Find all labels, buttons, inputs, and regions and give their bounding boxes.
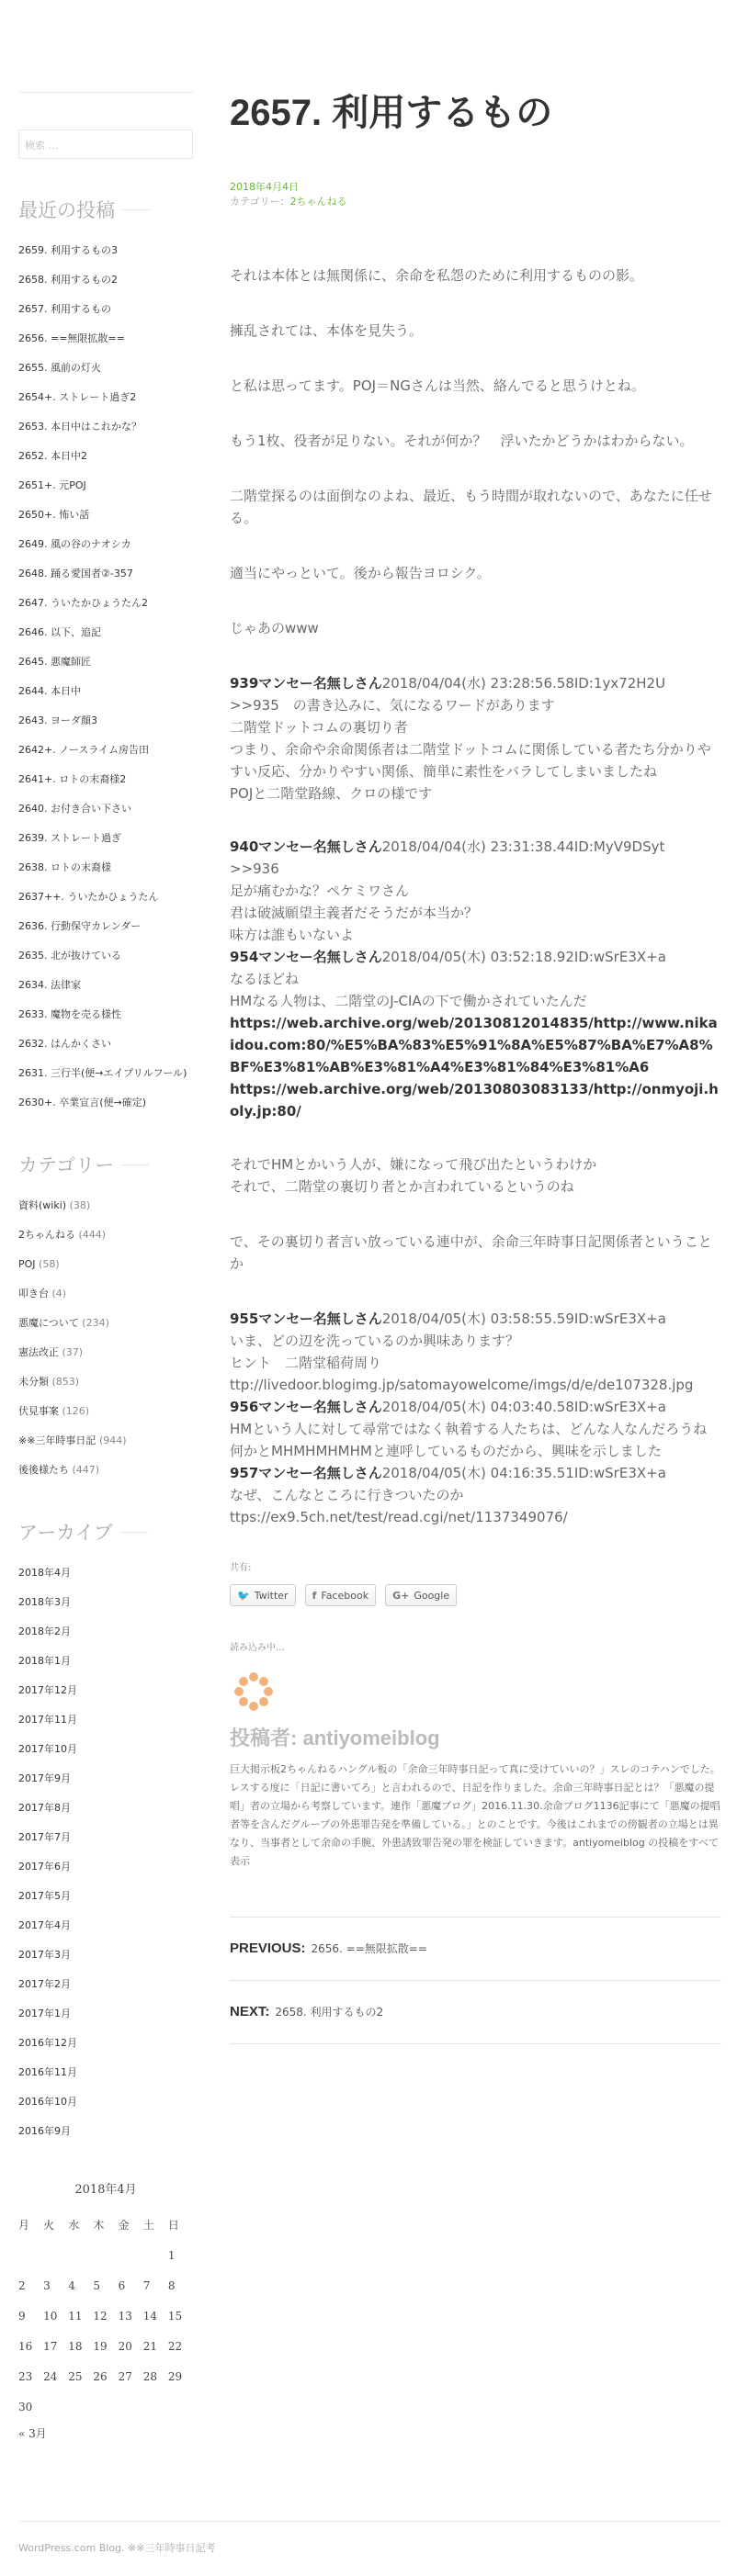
recent-post-link[interactable]: 2641+. ロトの末裔様2	[18, 773, 127, 785]
category-count: (58)	[39, 1258, 60, 1270]
reply-line: なるほどね	[230, 971, 300, 987]
category-item[interactable]	[18, 1309, 193, 1338]
archive-link[interactable]: 2018年2月	[18, 1625, 71, 1637]
post-date[interactable]: 2018年4月4日	[230, 181, 299, 193]
recent-post-item[interactable]	[18, 1059, 193, 1088]
category-item[interactable]	[18, 1426, 193, 1456]
calendar-day: 21	[142, 2339, 157, 2353]
recent-post-item[interactable]	[18, 295, 193, 324]
calendar-day: 7	[142, 2278, 151, 2292]
calendar-week	[18, 2270, 193, 2300]
archive-link[interactable]: 2017年10月	[18, 1743, 77, 1755]
paragraph: それは本体とは無関係に、余命を私怨のために利用するものの影。	[230, 267, 644, 284]
reply-line: POJと二階堂路線、クロの様です	[230, 785, 433, 802]
recent-post-item[interactable]	[18, 412, 193, 442]
calendar-day: 29	[167, 2369, 183, 2383]
recent-post-item[interactable]	[18, 971, 193, 1000]
recent-post-link[interactable]: 2652. 本日中2	[18, 450, 87, 462]
archive-link[interactable]: 2017年5月	[18, 1890, 71, 1902]
calendar-day: 4	[68, 2278, 75, 2292]
category-item[interactable]	[18, 1338, 193, 1367]
category-count: (444)	[78, 1229, 107, 1241]
calendar-day: 5	[93, 2278, 101, 2292]
category-count: (126)	[62, 1405, 90, 1417]
share-facebook-label: Facebook	[321, 1589, 369, 1602]
recent-post-link[interactable]: 2635. 北が抜けている	[18, 950, 121, 962]
archive-item[interactable]	[18, 1823, 193, 1852]
calendar-day	[119, 2391, 143, 2422]
recent-post-item[interactable]	[18, 912, 193, 941]
recent-post-item[interactable]	[18, 883, 193, 912]
next-label: NEXT:	[230, 2004, 270, 2019]
calendar-day: 1	[167, 2248, 176, 2262]
reply-line: 君は破滅願望主義者だそうだが本当か？	[230, 905, 479, 921]
search-input[interactable]: 検索 …	[18, 129, 193, 159]
recent-post-item[interactable]	[18, 501, 193, 530]
recent-post-link[interactable]: 2651+. 元POJ	[18, 479, 86, 491]
reply-author: 939マンセー名無しさん	[230, 675, 382, 692]
calendar-day: 19	[93, 2339, 108, 2353]
reply-line: なぜ、こんなところに行きついたのか	[230, 1487, 464, 1503]
paragraph: 二階堂探るのは面倒なのよね、最近、もう時間が取れないので、あなたに任せる。	[230, 488, 712, 526]
recent-post-link[interactable]: 2640. お付き合い下さい	[18, 803, 131, 815]
recent-post-link[interactable]: 2659. 利用するもの3	[18, 244, 118, 256]
share-facebook-button[interactable]	[305, 1584, 376, 1606]
share-buttons	[230, 1584, 721, 1606]
paragraph: それでHMとかいう人が、嫌になって飛び出たというわけか それで、二階堂の裏切り者とか言われているというのね	[230, 1156, 597, 1195]
calendar-day: 2	[18, 2278, 26, 2292]
archive-link[interactable]: 2017年6月	[18, 1861, 71, 1873]
recent-post-link[interactable]: 2637++. ういたかひょうたん	[18, 891, 159, 903]
previous-post-link[interactable]	[230, 1918, 721, 1981]
recent-post-item[interactable]	[18, 471, 193, 501]
calendar-week	[18, 2240, 193, 2270]
reply-line: 二階堂ドットコムの裏切り者	[230, 719, 408, 736]
archive-item[interactable]	[18, 1617, 193, 1647]
recent-post-item[interactable]	[18, 824, 193, 853]
category-item[interactable]	[18, 1367, 193, 1397]
category-link[interactable]: ※※三年時事日記	[18, 1434, 96, 1446]
recent-posts-list	[18, 236, 193, 1118]
category-link[interactable]: 後後様たち	[18, 1464, 69, 1476]
category-link[interactable]: POJ	[18, 1258, 36, 1270]
calendar-day	[143, 2240, 168, 2270]
calendar-day: 10	[43, 2309, 58, 2323]
recent-post-link[interactable]: 2649. 風の谷のナオシカ	[18, 538, 131, 550]
category-count: (234)	[82, 1317, 109, 1329]
calendar-day: 16	[18, 2339, 33, 2353]
category-count: (38)	[69, 1199, 91, 1211]
reply-line: >>935 の書き込みに、気になるワードがあります	[230, 697, 555, 714]
archive-list	[18, 1558, 193, 2146]
recent-post-link[interactable]: 2639. ストレート過ぎ	[18, 832, 121, 844]
reply-line: HMという人に対して尋常ではなく執着する人たちは、どんな人なんだろうね	[230, 1421, 708, 1437]
author-handle[interactable]: antiyomeiblog	[302, 1727, 440, 1749]
reply-line: >>936	[230, 861, 279, 877]
calendar-week	[18, 2331, 193, 2361]
archive-link[interactable]: 2018年4月	[18, 1567, 71, 1579]
recent-post-link[interactable]: 2650+. 怖い話	[18, 509, 90, 521]
reply-meta: 2018/04/05(木) 03:52:18.92ID:wSrE3X+a	[381, 949, 666, 965]
footer-credit-link[interactable]: WordPress.com Blog. ※※三年時事日記考	[18, 2542, 216, 2554]
calendar-day	[93, 2391, 118, 2422]
archive-link[interactable]: 2016年11月	[18, 2066, 77, 2078]
recent-post-link[interactable]: 2631. 三行半(便→エイプリルフール)	[18, 1067, 187, 1079]
archive-item[interactable]	[18, 2029, 193, 2058]
calendar-day: 14	[142, 2309, 157, 2323]
post-title: 2657. 利用するもの	[230, 93, 553, 133]
reply-line: つまり、余命や余命関係者は二階堂ドットコムに関係している者たち分かりやすい反応、分かりやすい関係、簡単に素性をバラしてしまいましたね	[230, 741, 711, 780]
calendar-day: 23	[18, 2369, 33, 2383]
category-item[interactable]	[18, 1221, 193, 1250]
calendar-week	[18, 2300, 193, 2331]
reply-line: 何かとMHMHMHMHMと連呼しているものだから、興味を示しました	[230, 1443, 662, 1459]
archive-item[interactable]	[18, 1705, 193, 1735]
archive-item[interactable]	[18, 1970, 193, 1999]
archive-link[interactable]: 2017年11月	[18, 1714, 77, 1726]
calendar-day: 24	[43, 2369, 58, 2383]
archive-item[interactable]	[18, 1588, 193, 1617]
reply-line: 足が痛むかな？ペケミワさん	[230, 883, 410, 899]
calendar-day: 6	[118, 2278, 126, 2292]
calendar-day: 28	[142, 2369, 157, 2383]
category-item[interactable]	[18, 1250, 193, 1279]
calendar-day: 13	[118, 2309, 132, 2323]
calendar-day	[43, 2391, 68, 2422]
category-link[interactable]: 2ちゃんねる	[18, 1229, 75, 1241]
archive-item[interactable]	[18, 1940, 193, 1970]
archive-link[interactable]: 2017年8月	[18, 1802, 71, 1814]
category-link[interactable]: 叩き台	[18, 1288, 49, 1299]
author-bio: 巨大掲示板2ちゃんねるハングル板の「余命三年時事日記って真に受けていいの？」スレのコテハンでした。レスする度に「日記に書いてろ」と言われるので、日記を作りました。余命三年時事日記とは？「悪魔の提唱」者の立場から考察しています。連作「悪魔ブログ」2016.11.30.余命ブログ1136記事にて「悪魔の提唱者等を含んだグループの外患罪告発を準備している。」とのことです。今後はこれまでの傍観者の立場とは異なり、当事者として余命の手腕、外患誘致罪告発の罪を検証していきます。antiyomeiblog の投稿をすべて表示	[230, 1763, 720, 1867]
paragraph: じゃあのwww	[230, 620, 319, 636]
archive-item[interactable]	[18, 1999, 193, 2029]
reply-line: ttp://livedoor.blogimg.jp/satomayowelcome/imgs/d/e/de107328.jpg	[230, 1377, 694, 1393]
archive-link[interactable]: 2016年9月	[18, 2125, 71, 2137]
calendar-weekday: 土	[142, 2219, 154, 2232]
categories-list	[18, 1191, 193, 1485]
reply-meta: 2018/04/04(水) 23:31:38.44ID:MyV9DSyt	[381, 838, 665, 855]
reply-meta: 2018/04/05(木) 04:03:40.58ID:wSrE3X+a	[381, 1399, 666, 1415]
recent-post-link[interactable]: 2644. 本日中	[18, 685, 81, 697]
recent-post-item[interactable]	[18, 706, 193, 736]
archive-link[interactable]: 2017年12月	[18, 1684, 77, 1696]
category-item[interactable]	[18, 1456, 193, 1485]
reply-line: いま、どの辺を洗っているのか興味あります？	[230, 1333, 520, 1349]
category-label: カテゴリー：	[230, 196, 290, 208]
next-title: 2658. 利用するもの2	[275, 2006, 384, 2019]
calendar-day	[168, 2391, 193, 2422]
twitter-icon: 🐦	[237, 1589, 250, 1602]
recent-post-link[interactable]: 2633. 魔物を売る様性	[18, 1008, 121, 1020]
calendar-day: 9	[18, 2309, 26, 2323]
archive-link[interactable]: 2016年12月	[18, 2037, 77, 2049]
quoted-reply-939	[230, 672, 721, 804]
archive-link[interactable]: 2017年1月	[18, 2008, 71, 2019]
main-content	[230, 92, 721, 2044]
recent-post-link[interactable]: 2658. 利用するもの2	[18, 274, 118, 286]
facebook-icon: f	[312, 1589, 317, 1602]
category-item[interactable]	[18, 1279, 193, 1309]
recent-post-item[interactable]	[18, 765, 193, 794]
archive-title: アーカイブ	[18, 1518, 193, 1546]
calendar-week	[18, 2391, 193, 2422]
reply-author: 954マンセー名無しさん	[230, 949, 382, 965]
calendar-day: 26	[93, 2369, 108, 2383]
archive-link-1[interactable]: https://web.archive.org/web/20130812014835/http://www.nikaidou.com:80/%E5%BA%83%E5%91%8A%E5%87%BA%E7%A8%BF%E3%81%AB%E3%81%A4%E3%81%84%E3%81%A6	[230, 1015, 718, 1075]
reply-meta: 2018/04/05(木) 04:16:35.51ID:wSrE3X+a	[381, 1465, 666, 1481]
archive-link[interactable]: 2018年1月	[18, 1655, 71, 1667]
archive-link[interactable]: 2017年7月	[18, 1831, 71, 1843]
share-google-button[interactable]	[385, 1584, 457, 1606]
previous-label: PREVIOUS:	[230, 1940, 306, 1956]
recent-post-item[interactable]	[18, 383, 193, 412]
recent-post-link[interactable]: 2632. はんかくさい	[18, 1038, 111, 1050]
recent-post-item[interactable]	[18, 677, 193, 706]
archive-link[interactable]: 2016年10月	[18, 2096, 77, 2108]
recent-post-item[interactable]	[18, 530, 193, 559]
recent-post-link[interactable]: 2638. ロトの末裔様	[18, 861, 111, 873]
reply-line: HMなる人物は、二階堂のJ-CIAの下で働かされていたんだ	[230, 993, 587, 1009]
recent-post-link[interactable]: 2647. ういたかひょうたん2	[18, 597, 148, 609]
recent-post-item[interactable]	[18, 1000, 193, 1029]
archive-item[interactable]	[18, 2058, 193, 2087]
archive-link[interactable]: 2017年3月	[18, 1949, 71, 1961]
loading-text: 読み込み中…	[230, 1643, 285, 1653]
category-link[interactable]: 伏見事案	[18, 1405, 59, 1417]
archive-item[interactable]	[18, 1911, 193, 1940]
calendar-caption: 2018年4月	[74, 2183, 137, 2197]
author-box	[230, 1668, 721, 1871]
archive-link[interactable]: 2017年2月	[18, 1978, 71, 1990]
reply-author: 940マンセー名無しさん	[230, 838, 382, 855]
recent-posts-title: 最近の投稿	[18, 196, 193, 223]
recent-post-item[interactable]	[18, 1029, 193, 1059]
recent-post-item[interactable]	[18, 589, 193, 618]
author-name	[230, 1723, 721, 1751]
recent-post-item[interactable]	[18, 265, 193, 295]
archive-item[interactable]	[18, 1852, 193, 1882]
categories-title: カテゴリー	[18, 1151, 193, 1178]
author-avatar-icon	[230, 1668, 278, 1715]
calendar-weekday: 木	[93, 2219, 105, 2232]
calendar-day: 12	[93, 2309, 108, 2323]
footer	[18, 2521, 721, 2555]
calendar-day	[93, 2240, 118, 2270]
recent-post-item[interactable]	[18, 1088, 193, 1118]
recent-post-link[interactable]: 2646. 以下、追記	[18, 626, 101, 638]
recent-post-link[interactable]: 2634. 法律家	[18, 979, 81, 991]
calendar-day: 22	[167, 2339, 183, 2353]
calendar-day: 30	[18, 2400, 33, 2413]
archive-item[interactable]	[18, 1735, 193, 1764]
category-link[interactable]: 悪魔について	[18, 1317, 79, 1329]
reply-author: 956マンセー名無しさん	[230, 1399, 382, 1415]
archive-item[interactable]	[18, 1676, 193, 1705]
archive-item[interactable]	[18, 1558, 193, 1588]
calendar-day: 25	[68, 2369, 83, 2383]
share-google-label: Google	[414, 1589, 450, 1602]
calendar-day: 17	[43, 2339, 58, 2353]
calendar-weekday: 月	[18, 2219, 30, 2232]
reply-meta: 2018/04/05(木) 03:58:55.59ID:wSrE3X+a	[381, 1310, 666, 1327]
calendar-weekday: 水	[68, 2219, 80, 2232]
category-link[interactable]: 2ちゃんねる	[289, 196, 347, 208]
reply-author: 955マンセー名無しさん	[230, 1310, 382, 1327]
category-count: (944)	[98, 1434, 127, 1446]
paragraph: もう1枚、役者が足りない。それが何か？ 浮いたかどうかはわからない。	[230, 433, 694, 449]
archive-link[interactable]: 2018年3月	[18, 1596, 71, 1608]
calendar-prev-month-link[interactable]: « 3月	[18, 2427, 47, 2440]
category-count: (4)	[51, 1288, 67, 1299]
category-count: (37)	[62, 1346, 84, 1358]
share-label: 共有:	[230, 1563, 252, 1573]
recent-post-item[interactable]	[18, 647, 193, 677]
archive-item[interactable]	[18, 1647, 193, 1676]
category-item[interactable]	[18, 1397, 193, 1426]
quoted-replies-955-957	[230, 1308, 721, 1528]
calendar-day	[68, 2240, 93, 2270]
paragraph: 擁乱されては、本体を見失う。	[230, 322, 424, 339]
share-twitter-label: Twitter	[254, 1589, 289, 1602]
recent-post-item[interactable]	[18, 324, 193, 354]
recent-post-link[interactable]: 2657. 利用するもの	[18, 303, 111, 315]
recent-post-item[interactable]	[18, 354, 193, 383]
calendar-day: 11	[68, 2309, 83, 2323]
calendar-day: 3	[43, 2278, 51, 2292]
calendar-weekday: 火	[43, 2219, 55, 2232]
next-post-link[interactable]	[230, 1981, 721, 2044]
recent-post-item[interactable]	[18, 736, 193, 765]
recent-post-link[interactable]: 2630+. 卒業宣言(便→確定)	[18, 1097, 147, 1108]
paragraph: 適当にやっといて。後から報告ヨロシク。	[230, 565, 491, 581]
calendar	[18, 2210, 193, 2422]
calendar-day: 8	[167, 2278, 176, 2292]
previous-title: 2656. ==無限拡散==	[311, 1942, 427, 1955]
paragraph: と私は思ってます。POJ＝NGさんは当然、絡んでると思うけとね。	[230, 377, 645, 394]
google-plus-icon: G+	[392, 1589, 410, 1602]
archive-link-2[interactable]: https://web.archive.org/web/20130803083133/http://onmyoji.holy.jp:80/	[230, 1081, 719, 1119]
sidebar	[18, 92, 193, 2441]
category-count: (447)	[72, 1464, 100, 1476]
calendar-day: 20	[118, 2339, 132, 2353]
recent-post-item[interactable]	[18, 941, 193, 971]
author-label: 投稿者:	[230, 1727, 298, 1749]
calendar-day	[68, 2391, 93, 2422]
recent-post-link[interactable]: 2642+. ノースライム房告田	[18, 744, 149, 756]
recent-post-item[interactable]	[18, 853, 193, 883]
recent-post-link[interactable]: 2636. 行動保守カレンダー	[18, 920, 142, 932]
calendar-day	[18, 2240, 43, 2270]
calendar-day	[143, 2391, 168, 2422]
reply-meta: 2018/04/04(水) 23:28:56.58ID:1yx72H2U	[381, 675, 666, 692]
quoted-replies-940-954	[230, 836, 721, 1122]
archive-link[interactable]: 2017年4月	[18, 1919, 71, 1931]
share-twitter-button[interactable]	[230, 1584, 296, 1606]
category-link[interactable]: 資料(wiki)	[18, 1199, 67, 1211]
recent-post-link[interactable]: 2643. ヨーダ顔3	[18, 714, 97, 726]
category-count: (853)	[51, 1376, 80, 1388]
recent-post-link[interactable]: 2654+. ストレート過ぎ2	[18, 391, 137, 403]
recent-post-link[interactable]: 2656. ==無限拡散==	[18, 332, 125, 344]
calendar-day: 15	[167, 2309, 183, 2323]
reply-line: 味方は誰もいないよ	[230, 927, 355, 943]
recent-post-item[interactable]	[18, 442, 193, 471]
calendar-week	[18, 2361, 193, 2391]
archive-item[interactable]	[18, 1882, 193, 1911]
archive-item[interactable]	[18, 1794, 193, 1823]
recent-post-link[interactable]: 2645. 悪魔師匠	[18, 656, 91, 668]
paragraph: で、その裏切り者言い放っている連中が、余命三年時事日記関係者ということか	[230, 1233, 712, 1272]
recent-post-item[interactable]	[18, 794, 193, 824]
calendar-day: 27	[118, 2369, 132, 2383]
archive-item[interactable]	[18, 1764, 193, 1794]
post-category	[230, 195, 721, 209]
category-link[interactable]: 憲法改正	[18, 1346, 59, 1358]
archive-link[interactable]: 2017年9月	[18, 1772, 71, 1784]
recent-post-item[interactable]	[18, 236, 193, 265]
calendar-weekday: 金	[118, 2219, 130, 2232]
recent-post-link[interactable]: 2653. 本日中はこれかな？	[18, 421, 142, 433]
category-link[interactable]: 未分類	[18, 1376, 49, 1388]
calendar-day	[119, 2240, 143, 2270]
calendar-day: 18	[68, 2339, 83, 2353]
category-item[interactable]	[18, 1191, 193, 1221]
sidebar-divider	[18, 92, 193, 93]
reply-line: ヒント 二階堂稲荷周り	[230, 1355, 382, 1371]
recent-post-link[interactable]: 2648. 踊る愛国者②-357	[18, 568, 133, 579]
archive-item[interactable]	[18, 2087, 193, 2117]
recent-post-link[interactable]: 2655. 風前の灯火	[18, 362, 101, 374]
post-body	[230, 264, 721, 1528]
calendar-weekday: 日	[167, 2219, 179, 2232]
calendar-day	[43, 2240, 68, 2270]
archive-item[interactable]	[18, 2117, 193, 2146]
reply-line: ttps://ex9.5ch.net/test/read.cgi/net/1137349076/	[230, 1509, 568, 1525]
recent-post-item[interactable]	[18, 559, 193, 589]
recent-post-item[interactable]	[18, 618, 193, 647]
reply-author: 957マンセー名無しさん	[230, 1465, 382, 1481]
